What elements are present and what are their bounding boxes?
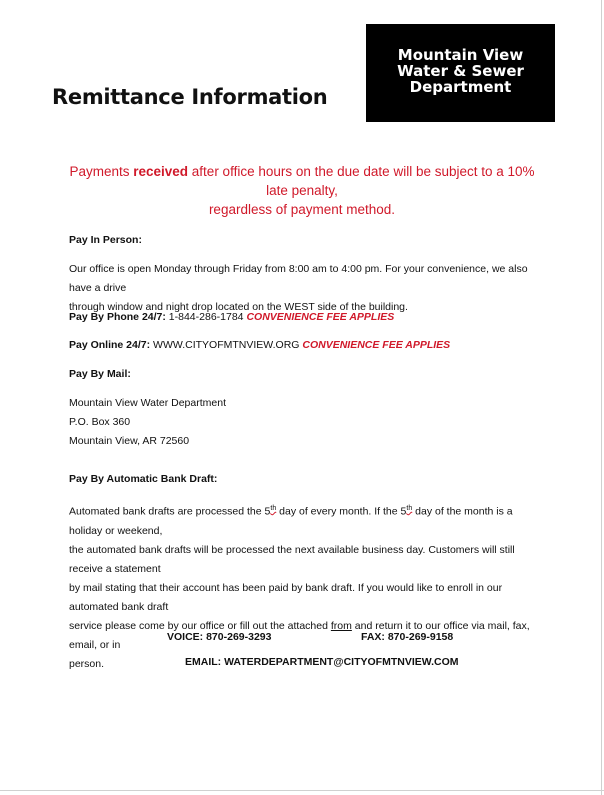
logo-line: Water & Sewer — [397, 62, 524, 80]
late-penalty-notice — [60, 162, 544, 219]
superscript: th — [270, 505, 277, 512]
bank-draft-heading: Pay By Automatic Bank Draft: — [69, 473, 218, 485]
page-edge — [601, 0, 602, 795]
convenience-fee-label: CONVENIENCE FEE APPLIES — [246, 311, 395, 323]
phone-number: 1-844-286-1784 — [165, 311, 247, 323]
page-title: Remittance Information — [52, 85, 328, 109]
text-line: the automated bank drafts will be processed the next available business day. Customers will still receive a statement — [69, 543, 515, 575]
online-heading: Pay Online 24/7: — [69, 339, 151, 351]
in-person-heading: Pay In Person: — [69, 234, 142, 246]
text-line: service please come by our office or fill out the attached from and return it to our office via mail, fax, email, or in — [69, 619, 530, 651]
notice-text: regardless of payment method. — [208, 202, 396, 217]
website-url: WWW.CITYOFMTNVIEW.ORG — [150, 339, 303, 351]
address-line: P.O. Box 360 — [69, 416, 131, 428]
phone-section — [69, 308, 535, 327]
form-word: from — [330, 619, 352, 632]
mail-heading: Pay By Mail: — [69, 368, 131, 380]
text-line: person. — [69, 657, 105, 670]
superscript: th — [406, 505, 413, 512]
voice-number: VOICE: 870-269-3293 — [167, 631, 272, 643]
convenience-fee-label: CONVENIENCE FEE APPLIES — [302, 339, 451, 351]
phone-heading: Pay By Phone 24/7: — [69, 311, 166, 323]
logo-line: Mountain View — [397, 46, 524, 64]
text-line: through window and night drop located on the WEST side of the building. — [69, 301, 408, 313]
fax-number: FAX: 870-269-9158 — [361, 631, 454, 643]
online-section — [69, 336, 535, 355]
notice-text: after office hours on the due date will be subject to a 10% late penalty, — [188, 164, 535, 198]
notice-emphasis: received — [133, 164, 189, 179]
mailing-address — [69, 394, 535, 451]
address-line: Mountain View Water Department — [69, 397, 226, 409]
page-edge — [0, 790, 604, 791]
notice-text: Payments — [69, 164, 134, 179]
logo-line: Department — [409, 78, 512, 96]
bank-draft-text — [69, 499, 535, 674]
address-line: Mountain View, AR 72560 — [69, 435, 190, 447]
text-line: Our office is open Monday through Friday from 8:00 am to 4:00 pm. For your convenience, we also have a drive — [69, 263, 528, 294]
text-line: Automated bank drafts are processed the 5th day of every month. If the 5th day of the month is a holiday or weekend, — [69, 505, 513, 537]
email-address: EMAIL: WATERDEPARTMENT@CITYOFMTNVIEW.COM — [185, 656, 459, 668]
department-logo — [366, 24, 555, 122]
text-line: by mail stating that their account has been paid by bank draft. If you would like to enroll in our automated bank draft — [69, 581, 503, 613]
